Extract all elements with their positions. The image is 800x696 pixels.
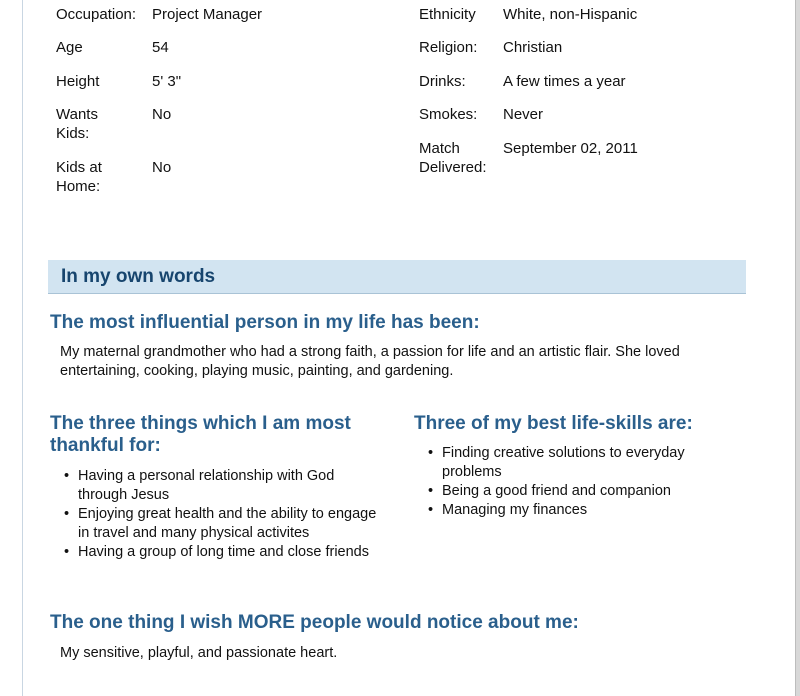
thankful-heading: The three things which I am most thankful for: <box>50 413 351 456</box>
detail-label: Occupation: <box>56 6 137 23</box>
detail-value: No <box>152 159 172 176</box>
detail-label: Ethnicity <box>419 6 476 23</box>
detail-value: White, non-Hispanic <box>503 6 638 23</box>
list-item: • Finding creative solutions to everyday problems <box>426 444 726 482</box>
detail-label: Height <box>56 73 100 90</box>
detail-label: Kids at Home: <box>56 159 102 195</box>
detail-label: Smokes: <box>419 106 478 123</box>
section-title: In my own words <box>61 266 216 287</box>
window-right-edge <box>795 0 800 696</box>
thankful-list <box>62 467 382 562</box>
detail-label: Wants Kids: <box>56 106 98 142</box>
influential-answer: My maternal grandmother who had a strong faith, a passion for life and an artistic flair. She loved entertaining, cooking, playing music, painting, and gardening. <box>60 344 680 379</box>
detail-value: September 02, 2011 <box>503 140 638 157</box>
skills-heading: Three of my best life-skills are: <box>414 413 693 434</box>
detail-label: Religion: <box>419 39 478 56</box>
list-item: • Managing my finances <box>426 501 726 520</box>
detail-label: Age <box>56 39 83 56</box>
detail-value: A few times a year <box>503 73 626 90</box>
detail-value: Christian <box>503 39 563 56</box>
detail-value: 54 <box>152 39 169 56</box>
detail-label: Drinks: <box>419 73 466 90</box>
detail-value: 5' 3" <box>152 73 182 90</box>
page-left-border <box>0 0 23 696</box>
detail-value: No <box>152 106 172 123</box>
list-item: • Enjoying great health and the ability to engage in travel and many physical activites <box>62 505 382 543</box>
notice-heading: The one thing I wish MORE people would notice about me: <box>50 612 579 633</box>
notice-answer: My sensitive, playful, and passionate heart. <box>60 645 338 661</box>
section-header <box>48 260 746 294</box>
detail-value: Never <box>503 106 544 123</box>
list-item: • Being a good friend and companion <box>426 482 726 501</box>
skills-list <box>426 444 726 520</box>
detail-label: Match Delivered: <box>419 140 487 176</box>
list-item: • Having a group of long time and close friends <box>62 543 382 562</box>
list-item: • Having a personal relationship with God through Jesus <box>62 467 382 505</box>
detail-value: Project Manager <box>152 6 263 23</box>
influential-heading: The most influential person in my life has been: <box>50 312 480 333</box>
